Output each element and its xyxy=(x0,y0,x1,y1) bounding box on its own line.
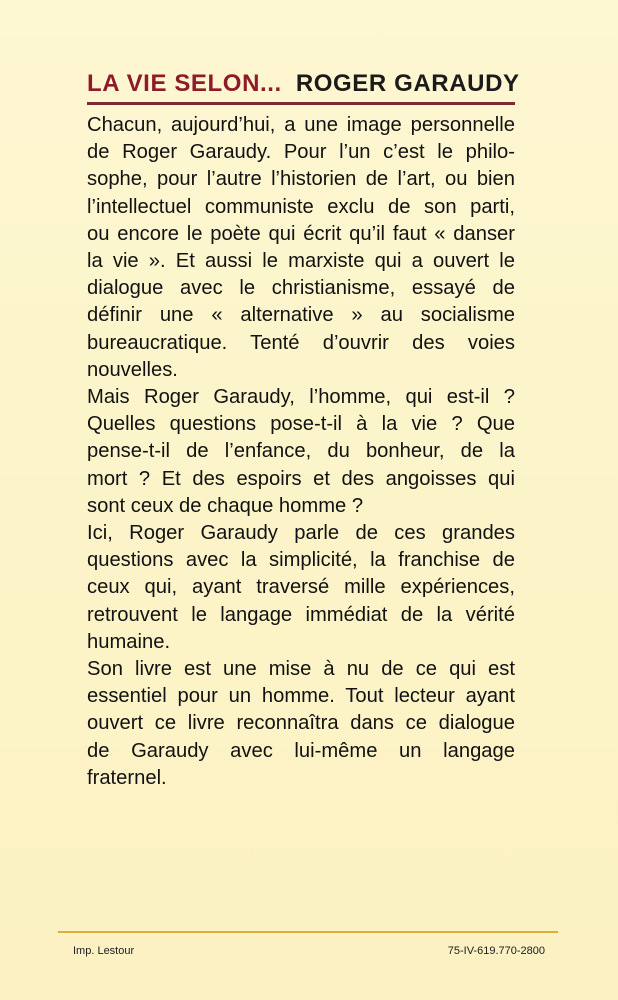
blurb-line: ouvert ce livre reconnaîtra dans ce dialogue xyxy=(87,712,515,735)
blurb-line: fraternel. xyxy=(87,766,167,789)
blurb-line: Quelles questions pose-t-il à la vie ? Que xyxy=(87,413,515,436)
blurb-line: essentiel pour un homme. Tout lecteur ayant xyxy=(87,685,515,708)
page-title xyxy=(87,68,520,100)
blurb-line: Son livre est une mise à nu de ce qui est xyxy=(87,658,515,681)
blurb-line: questions avec la simplicité, la franchise de xyxy=(87,549,515,572)
blurb-line: pense-t-il de l’enfance, du bonheur, de la xyxy=(87,440,515,463)
blurb-line: ou encore le poète qui écrit qu’il faut « danser xyxy=(87,222,515,245)
blurb-text xyxy=(87,112,515,792)
blurb-line: ceux qui, ayant traversé mille expériences, xyxy=(87,576,515,599)
blurb-line: mort ? Et des espoirs et des angoisses qui xyxy=(87,467,515,490)
blurb-line: humaine. xyxy=(87,630,171,653)
blurb-line: retrouvent le langage immédiat de la vérité xyxy=(87,603,515,626)
title-series: LA VIE SELON... xyxy=(87,70,282,97)
blurb-line: de Garaudy avec lui-même un langage xyxy=(87,739,515,762)
blurb-line: de Roger Garaudy. Pour l’un c’est le philo- xyxy=(87,141,515,164)
catalog-code: 75-IV-619.770-2800 xyxy=(447,945,545,957)
blurb-line: Chacun, aujourd’hui, a une image personnelle xyxy=(87,114,515,136)
blurb-line: nouvelles. xyxy=(87,358,178,381)
printer-credit: Imp. Lestour xyxy=(73,945,135,957)
footer-divider xyxy=(58,931,558,933)
blurb-line: dialogue avec le christianisme, essayé de xyxy=(87,277,515,300)
blurb-line: l’intellectuel communiste exclu de son parti, xyxy=(87,195,515,218)
blurb-line: sont ceux de chaque homme ? xyxy=(87,494,364,517)
blurb-line: la vie ». Et aussi le marxiste qui a ouvert le xyxy=(87,250,515,273)
blurb-line: Mais Roger Garaudy, l’homme, qui est-il ? xyxy=(87,386,515,409)
blurb-line: sophe, pour l’autre l’historien de l’art, ou bien xyxy=(87,168,515,191)
blurb-line: définir une « alternative » au socialisme xyxy=(87,304,515,327)
title-underline xyxy=(87,102,515,105)
title-author: ROGER GARAUDY xyxy=(295,70,520,97)
blurb-line: Ici, Roger Garaudy parle de ces grandes xyxy=(87,522,515,545)
blurb-line: bureaucratique. Tenté d’ouvrir des voies xyxy=(87,331,515,354)
